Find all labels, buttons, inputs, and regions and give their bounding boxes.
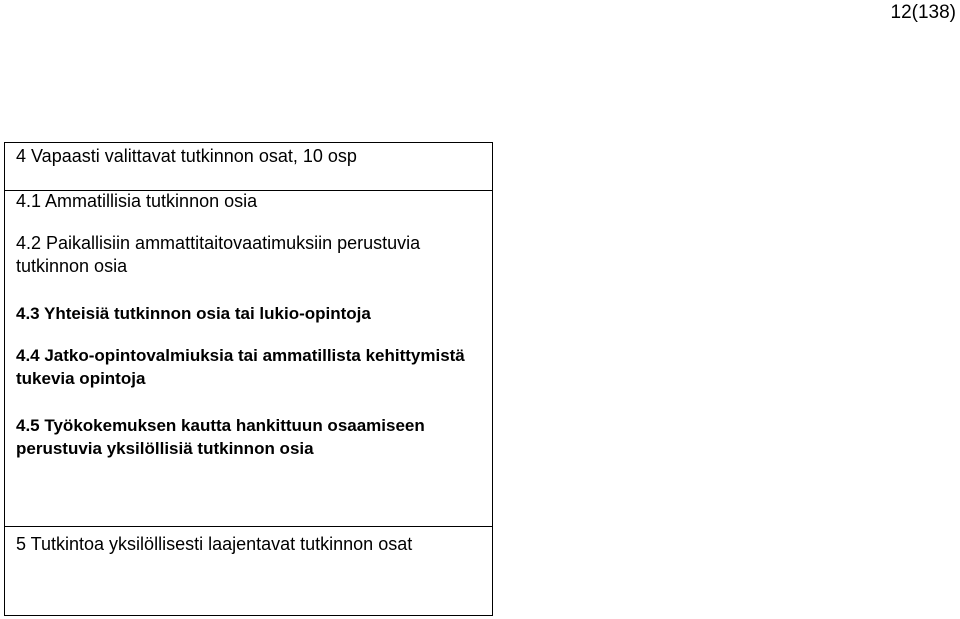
section-item-4-2: 4.2 Paikallisiin ammattitaitovaatimuksiin perustuvia tutkinnon osia [16,233,426,276]
section-item-4-3: 4.3 Yhteisiä tutkinnon osia tai lukio-opintoja [16,304,371,323]
section-heading-5: 5 Tutkintoa yksilöllisesti laajentavat tutkinnon osat [16,534,413,554]
section-heading-4: 4 Vapaasti valittavat tutkinnon osat, 10 osp [16,146,357,166]
content-table [4,142,493,616]
row-divider [5,526,492,527]
section-item-4-4: 4.4 Jatko-opintovalmiuksia tai ammatillista kehittymistä tukevia opintoja [16,346,470,388]
section-item-4-1: 4.1 Ammatillisia tutkinnon osia [16,191,258,211]
section-item-4-5: 4.5 Työkokemuksen kautta hankittuun osaamiseen perustuvia yksilöllisiä tutkinnon osia [16,416,430,458]
page-number: 12(138) [890,2,956,23]
